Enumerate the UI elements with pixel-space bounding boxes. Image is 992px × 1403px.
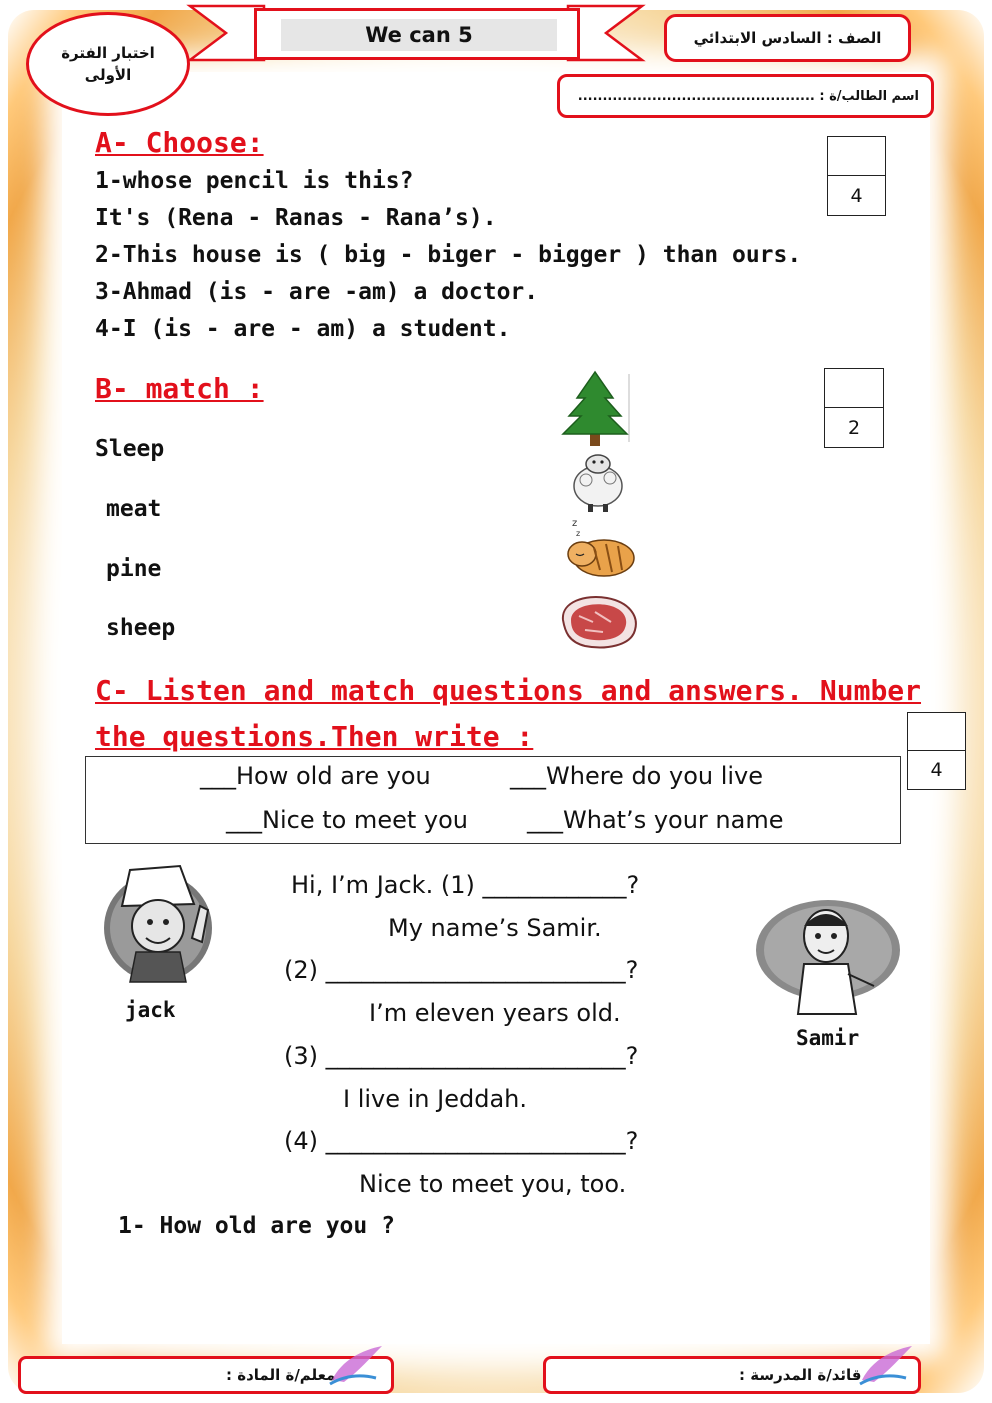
grade-box: [664, 14, 911, 62]
exam-period-badge: [26, 12, 190, 116]
jack-label: jack: [125, 998, 176, 1022]
option-whats-name: ___What’s your name: [527, 806, 784, 834]
section-a-score-box: [827, 136, 886, 216]
jack-avatar-icon: [100, 856, 218, 986]
match-word-sleep: Sleep: [95, 436, 165, 462]
match-word-pine: pine: [106, 556, 162, 582]
sleeping-cat-icon: [560, 512, 638, 580]
dialogue-answer-2: I’m eleven years old.: [369, 999, 621, 1027]
samir-avatar-icon: [752, 892, 902, 1016]
question-2: 2-This house is ( big - biger - bigger ) than ours.: [95, 242, 802, 268]
question-1: 1-whose pencil is this?: [95, 168, 414, 194]
section-a-heading: A- Choose:: [95, 126, 264, 159]
dialogue-line-2[interactable]: (2) _________________________?: [284, 956, 639, 984]
svg-text:z: z: [572, 518, 578, 529]
section-c-heading-line1: C- Listen and match questions and answers. Number: [95, 674, 922, 707]
principal-label: قائد/ة المدرسة :: [739, 1366, 862, 1384]
student-name-field[interactable]: اسم الطالب/ة : ................................................: [577, 88, 919, 104]
dialogue-answer-4: Nice to meet you, too.: [359, 1170, 627, 1198]
teacher-label: معلم/ة المادة :: [226, 1366, 336, 1384]
dialogue-line-3[interactable]: (3) _________________________?: [284, 1042, 639, 1070]
dialogue-answer-3: I live in Jeddah.: [343, 1085, 528, 1113]
dialogue-answer-1: My name’s Samir.: [388, 914, 602, 942]
section-b-score: 2: [847, 416, 861, 439]
dialogue-line-4[interactable]: (4) _________________________?: [284, 1127, 639, 1155]
question-3: 3-Ahmad (is - are -am) a doctor.: [95, 279, 539, 305]
section-c-heading-line2: the questions.Then write :: [95, 720, 534, 753]
quill-decoration-icon: [326, 1340, 386, 1388]
page-title: We can 5: [281, 19, 557, 51]
section-b-heading: B- match :: [95, 372, 264, 405]
question-4: 4-I (is - are - am) a student.: [95, 316, 511, 342]
samir-label: Samir: [796, 1026, 860, 1050]
sheep-icon: [568, 450, 628, 514]
answer-example: 1- How old are you ?: [118, 1213, 395, 1239]
section-c-score: 4: [930, 759, 943, 781]
section-b-score-box: [824, 368, 884, 448]
student-name-box: [557, 74, 934, 118]
option-where-live: ___Where do you live: [510, 762, 764, 790]
section-a-score: 4: [850, 184, 863, 207]
section-c-score-box: [907, 712, 966, 790]
title-box: [254, 8, 580, 60]
grade-label: الصف : السادس الابتدائي: [693, 29, 882, 47]
question-1-options: It's (Rena - Ranas - Rana’s).: [95, 205, 497, 231]
match-word-sheep: sheep: [106, 615, 176, 641]
option-nice-to-meet: ___Nice to meet you: [226, 806, 468, 834]
pine-tree-icon: [555, 368, 637, 450]
meat-steak-icon: [555, 590, 643, 654]
option-how-old: ___How old are you: [200, 762, 431, 790]
quill-decoration-icon: [856, 1340, 916, 1388]
match-word-meat: meat: [106, 496, 162, 522]
exam-period-label: اختبار الفترة الأولى: [61, 44, 155, 84]
dialogue-line-1[interactable]: Hi, I’m Jack. (1) ____________?: [291, 871, 640, 899]
svg-text:z: z: [576, 529, 581, 538]
